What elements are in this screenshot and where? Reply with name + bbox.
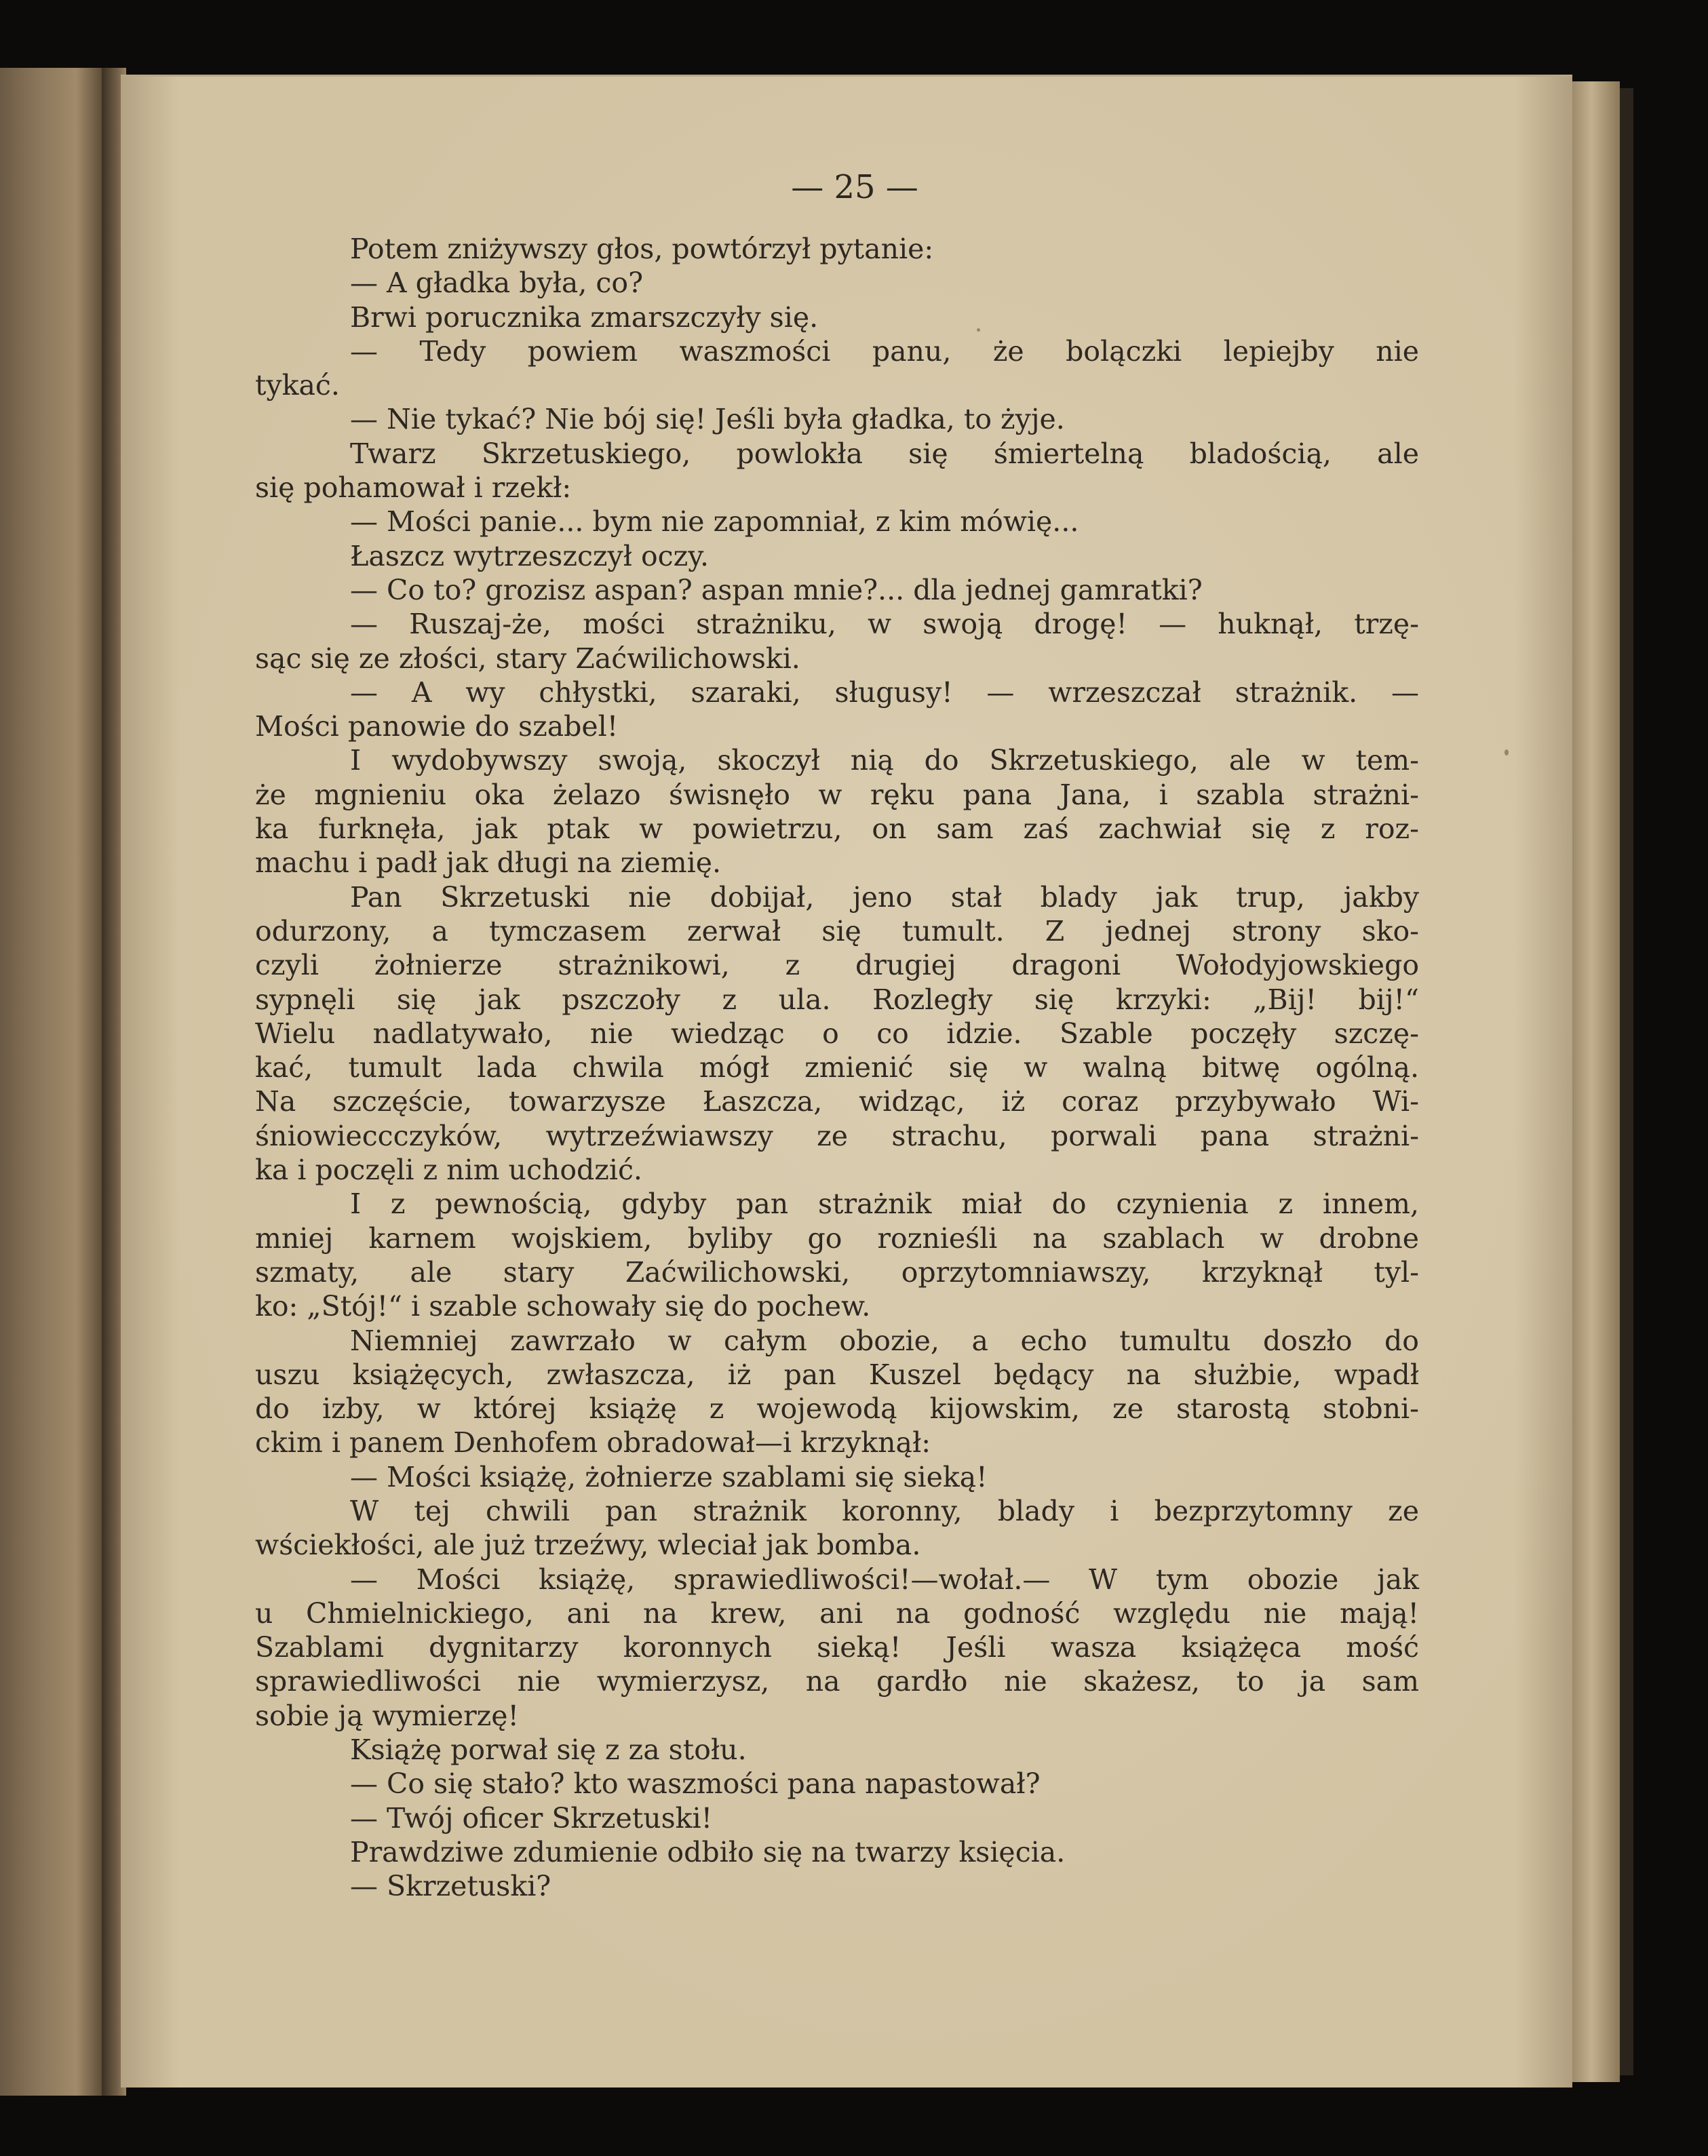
text-line: Szablami dygnitarzy koronnych sieką! Jeśli wasza książęca mość <box>255 1631 1419 1664</box>
text-line: — Ruszaj-że, mości strażniku, w swoją drogę! — huknął, trzę- <box>350 608 1419 641</box>
text-line: mniej karnem wojskiem, byliby go roznieśli na szablach w drobne <box>255 1221 1419 1255</box>
text-line: — A wy chłystki, szaraki, sługusy! — wrzeszczał strażnik. — <box>350 675 1419 709</box>
text-line: Mości panowie do szabel! <box>255 710 619 743</box>
text-line: — Mości książę, sprawiedliwości!—wołał.— W tym obozie jak <box>350 1563 1419 1596</box>
text-line: sypnęli się jak pszczoły z ula. Rozległy się krzyki: „Bij! bij!“ <box>255 983 1419 1016</box>
text-line: Prawdziwe zdumienie odbiło się na twarzy księcia. <box>350 1835 1066 1868</box>
text-line: że mgnieniu oka żelazo świsnęło w ręku pana Jana, i szabla strażni- <box>255 778 1419 811</box>
text-line: W tej chwili pan strażnik koronny, blady i bezprzytomny ze <box>350 1494 1419 1527</box>
text-line: kać, tumult lada chwila mógł zmienić się w walną bitwę ogólną. <box>255 1051 1419 1084</box>
text-line: uszu książęcych, zwłaszcza, iż pan Kuszel będący na służbie, wpadł <box>255 1358 1419 1391</box>
text-line: Na szczęście, towarzysze Łaszcza, widząc, iż coraz przybywało Wi- <box>255 1085 1419 1118</box>
text-line: wściekłości, ale już trzeźwy, wleciał jak bomba. <box>255 1529 921 1562</box>
text-line: Twarz Skrzetuskiego, powlokła się śmiertelną bladością, ale <box>350 437 1419 470</box>
text-line: — Mości panie... bym nie zapomniał, z kim mówię... <box>350 505 1079 538</box>
text-line: szmaty, ale stary Zaćwilichowski, oprzytomniawszy, krzyknął tyl- <box>255 1255 1419 1289</box>
paper-spot <box>1505 749 1509 756</box>
text-line: I wydobywszy swoją, skoczył nią do Skrzetuskiego, ale w tem- <box>350 744 1419 777</box>
text-line: ko: „Stój!“ i szable schowały się do pochew. <box>255 1290 871 1323</box>
text-line: Wielu nadlatywało, nie wiedząc o co idzie. Szable poczęły szczę- <box>255 1017 1419 1050</box>
text-line: Pan Skrzetuski nie dobijał, jeno stał blady jak trup, jakby <box>350 880 1419 914</box>
text-line: Łaszcz wytrzeszczył oczy. <box>350 539 709 572</box>
text-line: — Twój oficer Skrzetuski! <box>350 1801 713 1835</box>
text-line: odurzony, a tymczasem zerwał się tumult. Z jednej strony sko- <box>255 914 1419 947</box>
text-line: — Nie tykać? Nie bój się! Jeśli była gładka, to żyje. <box>350 403 1065 436</box>
page-number: — 25 — <box>791 168 918 206</box>
text-line: — Co to? grozisz aspan? aspan mnie?... dla jednej gamratki? <box>350 573 1203 606</box>
text-line: I z pewnością, gdyby pan strażnik miał do czynienia z innem, <box>350 1188 1419 1221</box>
text-line: czyli żołnierze strażnikowi, z drugiej dragoni Wołodyjowskiego <box>255 949 1419 982</box>
text-line: sąc się ze złości, stary Zaćwilichowski. <box>255 642 800 675</box>
text-line: Brwi porucznika zmarszczyły się. <box>350 300 819 334</box>
text-line: do izby, w której książę z wojewodą kijowskim, ze starostą stobni- <box>255 1392 1419 1426</box>
page-text <box>255 232 1419 1904</box>
left-page-edge <box>0 68 102 2096</box>
right-page-edges <box>1572 81 1620 2082</box>
text-line: Niemniej zawrzało w całym obozie, a echo tumultu doszło do <box>350 1324 1419 1357</box>
text-line: machu i padł jak długi na ziemię. <box>255 846 722 880</box>
text-line: — Skrzetuski? <box>350 1870 551 1903</box>
text-line: się pohamował i rzekł: <box>255 471 572 505</box>
text-line: — Tedy powiem waszmości panu, że bolączki lepiejby nie <box>350 334 1419 368</box>
text-line: sobie ją wymierzę! <box>255 1699 520 1732</box>
text-line: — Mości książę, żołnierze szablami się sieką! <box>350 1460 988 1493</box>
text-line: ka furknęła, jak ptak w powietrzu, on sam zaś zachwiał się z roz- <box>255 812 1419 846</box>
text-line: u Chmielnickiego, ani na krew, ani na godność względu nie mają! <box>255 1596 1419 1630</box>
text-line: — Co się stało? kto waszmości pana napastował? <box>350 1767 1041 1801</box>
text-line: ka i poczęli z nim uchodzić. <box>255 1154 642 1187</box>
text-line: ckim i panem Denhofem obradował—i krzyknął: <box>255 1426 931 1459</box>
text-line: Potem zniżywszy głos, powtórzył pytanie: <box>350 233 934 265</box>
text-line: — A gładka była, co? <box>350 267 644 300</box>
text-line: śniowieccczyków, wytrzeźwiawszy ze strachu, porwali pana strażni- <box>255 1119 1419 1152</box>
text-line: tykać. <box>255 369 340 402</box>
text-line: sprawiedliwości nie wymierzysz, na gardło nie skażesz, to ja sam <box>255 1665 1419 1698</box>
right-cover-edge <box>1620 88 1633 2075</box>
text-line: Książę porwał się z za stołu. <box>350 1733 747 1767</box>
